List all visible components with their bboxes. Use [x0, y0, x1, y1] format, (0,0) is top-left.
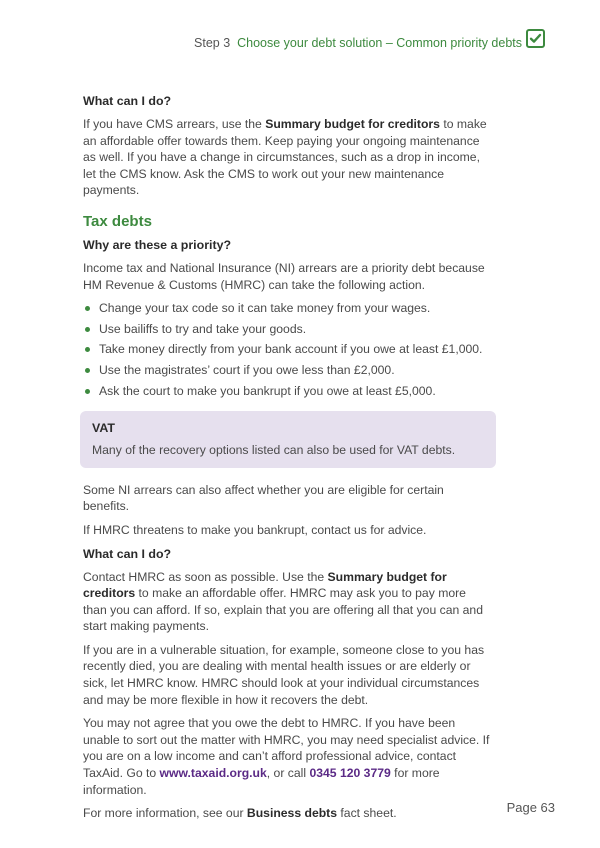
- list-item: Use bailiffs to try and take your goods.: [83, 321, 493, 338]
- bankrupt-paragraph: If HMRC threatens to make you bankrupt, contact us for advice.: [83, 522, 427, 537]
- why-paragraph: Income tax and National Insurance (NI) arrears are a priority debt because HM Revenue & Customs (HMRC) can take the following action.: [83, 260, 485, 292]
- cms-paragraph: If you have CMS arrears, use the Summary budget for creditors to make an affordable offer towards them. Keep paying your ongoing maintenance as well. If you have a change in circumstances, such as a drop in income, let the CMS know. Ask the CMS to work out your new maintenance payments.: [83, 117, 487, 198]
- section-title: Choose your debt solution – Common priority debts: [237, 36, 522, 50]
- list-item: Take money directly from your bank account if you owe at least £1,000.: [83, 341, 493, 358]
- tax-debts-heading: Tax debts: [83, 212, 152, 230]
- cms-what-heading: What can I do?: [83, 94, 172, 108]
- why-priority-heading: Why are these a priority?: [83, 237, 232, 252]
- tax-what-heading: What can I do?: [83, 546, 172, 561]
- taxaid-phone[interactable]: 0345 120 3779: [309, 766, 391, 781]
- page-content: [83, 93, 493, 829]
- hmrc-actions-list: [83, 300, 493, 399]
- taxaid-link[interactable]: www.taxaid.org.uk: [159, 766, 267, 781]
- list-item: Change your tax code so it can take money from your wages.: [83, 300, 493, 317]
- list-item: Ask the court to make you bankrupt if you owe at least £5,000.: [83, 383, 493, 400]
- business-debts-ref: Business debts: [246, 806, 338, 821]
- more-info-paragraph: For more information, see our Business debts fact sheet.: [83, 806, 397, 821]
- step-label: Step 3: [194, 36, 231, 50]
- page-number: Page 63: [506, 800, 555, 815]
- running-header: [194, 36, 522, 50]
- disagree-paragraph: You may not agree that you owe the debt to HMRC. If you have been unable to sort out the matter with HMRC, you may need specialist advice. If you are on a low income and can’t afford professional advice, contact TaxAid. Go to www.taxaid.org.uk, or call 0345 120 3779 for more information.: [83, 716, 490, 797]
- summary-budget-ref: Summary budget for creditors: [83, 569, 447, 601]
- vulnerable-paragraph: If you are in a vulnerable situation, for example, someone close to you has recently died, you are dealing with mental health issues or are elderly or sick, let HMRC know. HMRC should look at your individual circumstances and may be more flexible in how it recovers the debt.: [83, 642, 485, 707]
- vat-heading: VAT: [92, 421, 115, 436]
- ni-paragraph: Some NI arrears can also affect whether you are eligible for certain benefits.: [83, 482, 444, 514]
- vat-text: Many of the recovery options listed can also be used for VAT debts.: [92, 443, 456, 458]
- contact-paragraph: Contact HMRC as soon as possible. Use the Summary budget for creditors to make an affordable offer. HMRC may ask you to pay more than you can afford. If so, explain that you are offering all that you can and start making payments.: [83, 569, 483, 634]
- vat-callout: [80, 411, 496, 468]
- list-item: Use the magistrates’ court if you owe less than £2,000.: [83, 362, 493, 379]
- summary-budget-ref: Summary budget for creditors: [265, 117, 440, 131]
- checkbox-tick-icon: [526, 29, 545, 48]
